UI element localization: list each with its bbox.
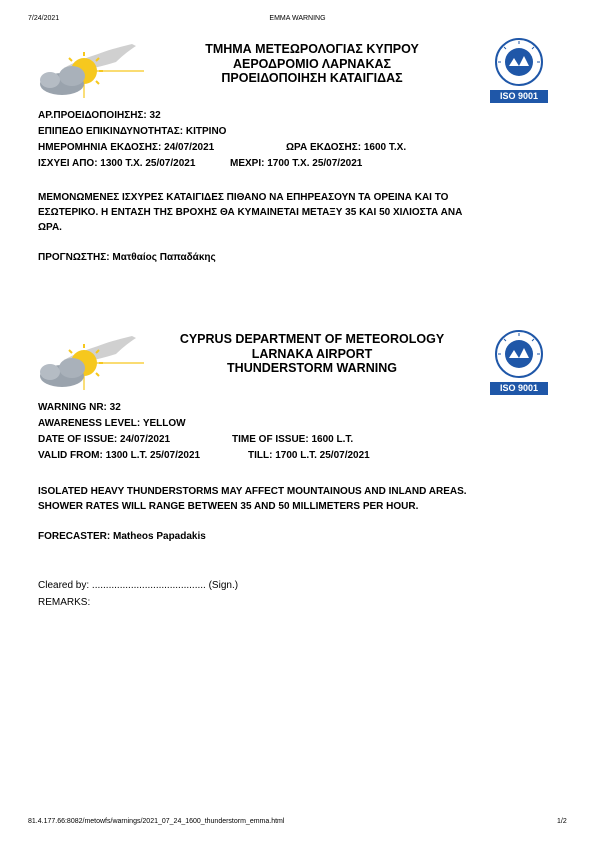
iso-badge-en xyxy=(484,328,554,398)
iso-label: ISO 9001 xyxy=(499,91,539,101)
english-awareness-level: AWARENESS LEVEL: YELLOW xyxy=(38,418,186,429)
greek-title-line-3: ΠΡΟΕΙΔΟΠΟΙΗΣΗ ΚΑΤΑΙΓΙΔΑΣ xyxy=(221,71,403,85)
greek-message-line-2: ΕΣΩΤΕΡΙΚΟ. Η ΕΝΤΑΣΗ ΤΗΣ ΒΡΟΧΗΣ ΘΑ ΚΥΜΑΙΝΕΤΑΙ ΜΕΤΑΞΥ 35 ΚΑΙ 50 ΧΙΛΙΟΣΤΑ ΑΝΑ xyxy=(38,207,463,218)
greek-awareness-level: ΕΠΙΠΕΔΟ ΕΠΙΚΙΝΔΥΝΟΤΗΤΑΣ: ΚΙΤΡΙΝΟ xyxy=(38,126,227,137)
english-valid-from: VALID FROM: 1300 L.T. 25/07/2021 xyxy=(38,450,201,461)
english-valid-till: TILL: 1700 L.T. 25/07/2021 xyxy=(248,450,370,461)
greek-valid-from: ΙΣΧΥΕΙ ΑΠΟ: 1300 Τ.Χ. 25/07/2021 xyxy=(38,158,196,169)
english-forecaster: FORECASTER: Matheos Papadakis xyxy=(38,531,206,542)
greek-message xyxy=(38,190,568,235)
print-url: 81.4.177.66:8082/metowfs/warnings/2021_07_24_1600_thunderstorm_emma.html xyxy=(28,818,285,825)
iso-badge xyxy=(484,36,554,106)
sun-cloud-icon xyxy=(36,330,148,392)
greek-title-line-1: ΤΜΗΜΑ ΜΕΤΕΩΡΟΛΟΓΙΑΣ ΚΥΠΡΟΥ xyxy=(205,42,419,56)
greek-valid-till: ΜΕΧΡΙ: 1700 Τ.Χ. 25/07/2021 xyxy=(230,158,363,169)
greek-message-line-1: ΜΕΜΟΝΩΜΕΝΕΣ ΙΣΧΥΡΕΣ ΚΑΤΑΙΓΙΔΕΣ ΠΙΘΑΝΟ ΝΑ ΕΠΗΡΕΑΣΟΥΝ ΤΑ ΟΡΕΙΝΑ ΚΑΙ ΤΟ xyxy=(38,192,449,203)
print-page-number: 1/2 xyxy=(557,818,567,825)
greek-forecaster: ΠΡΟΓΝΩΣΤΗΣ: Ματθαίος Παπαδάκης xyxy=(38,252,216,263)
english-title-line-1: CYPRUS DEPARTMENT OF METEOROLOGY xyxy=(179,332,445,346)
english-title xyxy=(160,332,464,376)
greek-warning-number: ΑΡ.ΠΡΟΕΙΔΟΠΟΙΗΣΗΣ: 32 xyxy=(38,110,161,121)
greek-time-of-issue: ΩΡΑ ΕΚΔΟΣΗΣ: 1600 Τ.Χ. xyxy=(286,142,407,153)
english-message-line-2: SHOWER RATES WILL RANGE BETWEEN 35 AND 50 MILLIMETERS PER HOUR. xyxy=(38,501,419,512)
english-message xyxy=(38,484,573,514)
sun-cloud-icon xyxy=(36,38,148,100)
iso-label: ISO 9001 xyxy=(499,383,539,393)
english-date-of-issue: DATE OF ISSUE: 24/07/2021 xyxy=(38,434,171,445)
greek-title-line-2: ΑΕΡΟΔΡΟΜΙΟ ΛΑΡΝΑΚΑΣ xyxy=(232,56,392,71)
greek-date-of-issue: ΗΜΕΡΟΜΗΝΙΑ ΕΚΔΟΣΗΣ: 24/07/2021 xyxy=(38,142,215,153)
print-title: EMMA WARNING xyxy=(269,15,326,22)
remarks-label: REMARKS: xyxy=(38,597,91,608)
cleared-by-line: Cleared by: ......................................... (Sign.) xyxy=(38,580,239,591)
weather-logo-en xyxy=(36,330,148,392)
english-title-line-3: THUNDERSTORM WARNING xyxy=(227,361,397,375)
print-date: 7/24/2021 xyxy=(28,15,60,22)
english-warning-number: WARNING NR: 32 xyxy=(38,402,121,413)
english-message-line-1: ISOLATED HEAVY THUNDERSTORMS MAY AFFECT MOUNTAINOUS AND INLAND AREAS. xyxy=(38,486,467,497)
greek-title xyxy=(160,42,464,86)
weather-logo xyxy=(36,38,148,100)
english-time-of-issue: TIME OF ISSUE: 1600 L.T. xyxy=(232,434,354,445)
greek-message-line-3: ΩΡΑ. xyxy=(38,222,62,233)
english-title-line-2: LARNAKA AIRPORT xyxy=(251,346,373,361)
